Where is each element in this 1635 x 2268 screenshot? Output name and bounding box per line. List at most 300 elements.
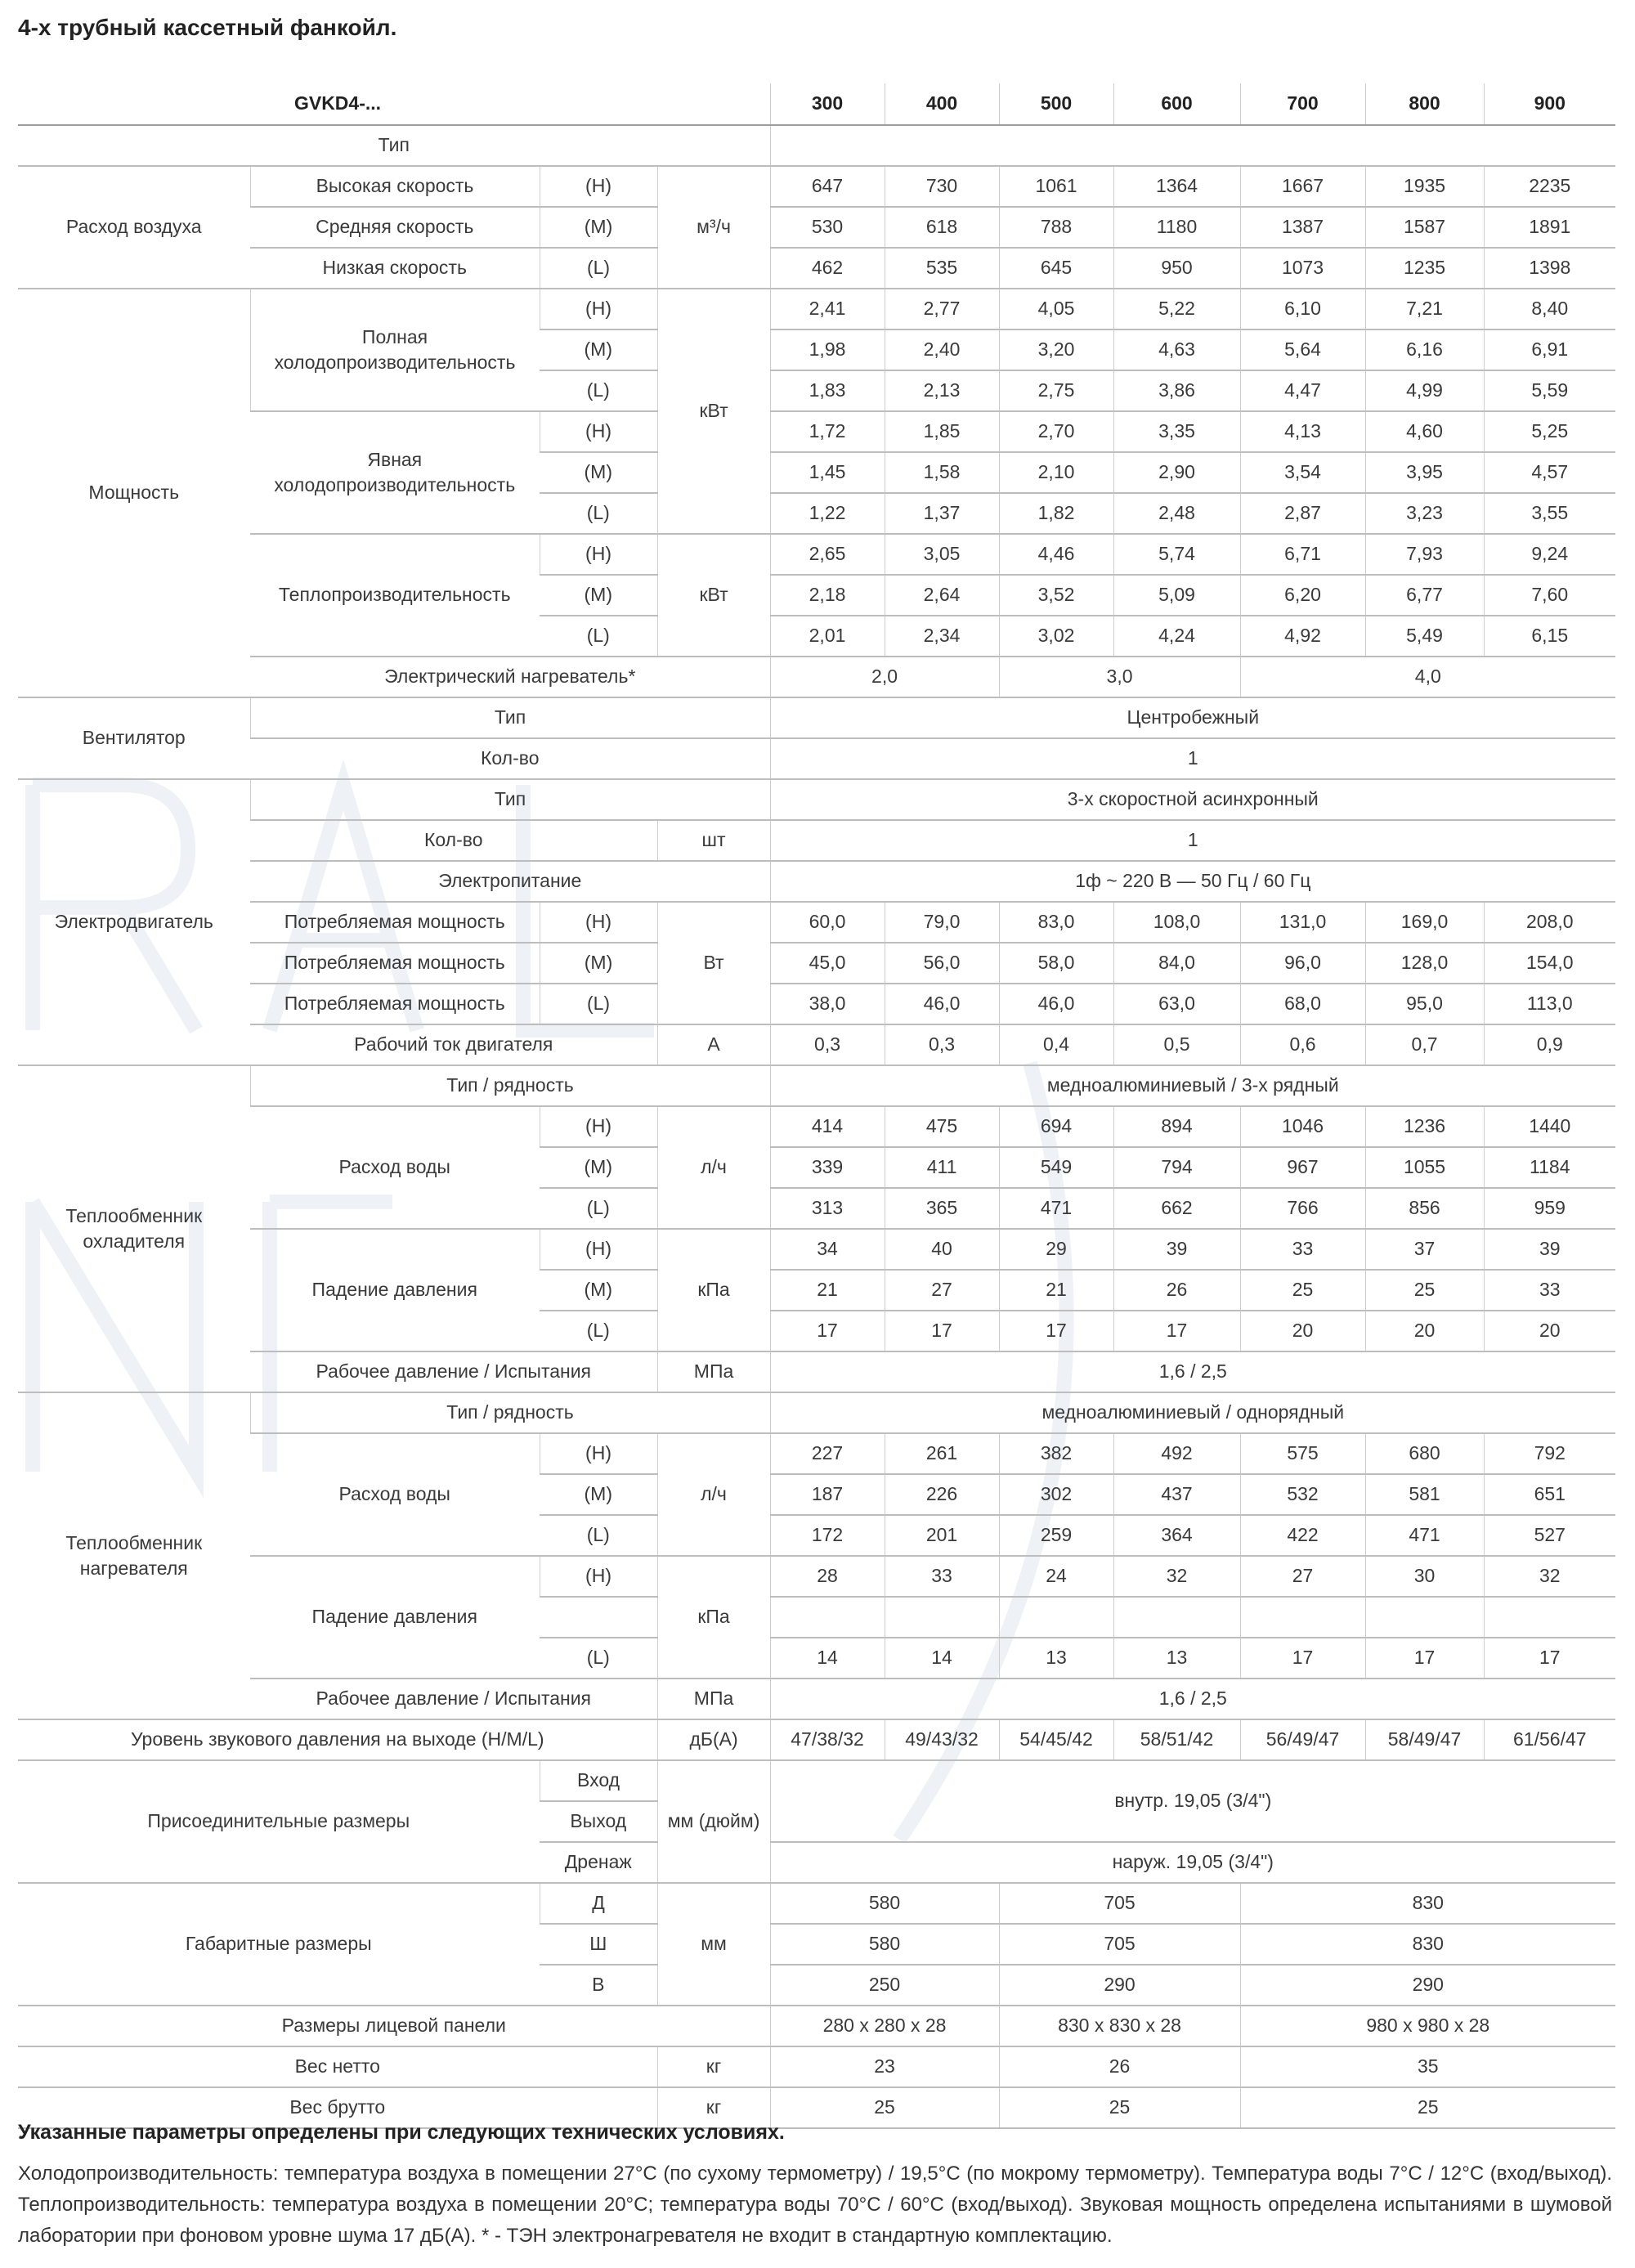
cell: 95,0 <box>1365 984 1484 1024</box>
table-row <box>18 1065 1615 1106</box>
cell: 17 <box>885 1311 999 1351</box>
row-label: Размеры лицевой панели <box>18 2006 770 2046</box>
cell: 680 <box>1365 1433 1484 1474</box>
mode-label: (M) <box>540 1474 657 1515</box>
row-label: Низкая скорость <box>250 248 540 289</box>
row-label: Потребляемая мощность <box>250 943 540 984</box>
cell: 462 <box>770 248 885 289</box>
cell: 63,0 <box>1113 984 1240 1024</box>
table-row <box>18 534 1615 575</box>
row-label: Рабочий ток двигателя <box>250 1024 657 1065</box>
table-row <box>18 1760 1615 1801</box>
cell: 17 <box>1240 1638 1365 1679</box>
cell: 532 <box>1240 1474 1365 1515</box>
cell: 471 <box>1365 1515 1484 1556</box>
cell: 2235 <box>1484 166 1615 207</box>
mode-label: Ш <box>540 1924 657 1965</box>
cell: 13 <box>999 1638 1113 1679</box>
cell: 6,15 <box>1484 616 1615 657</box>
cell: 39 <box>1484 1229 1615 1270</box>
cell: 5,74 <box>1113 534 1240 575</box>
row-label: Высокая скорость <box>250 166 540 207</box>
cell: 0,6 <box>1240 1024 1365 1065</box>
cell: 3,35 <box>1113 411 1240 452</box>
cell: 1587 <box>1365 207 1484 248</box>
cell: 3,23 <box>1365 493 1484 534</box>
cell <box>1365 1597 1484 1638</box>
table-row <box>18 1433 1615 1474</box>
cell: 1055 <box>1365 1147 1484 1188</box>
cell: 2,48 <box>1113 493 1240 534</box>
cell: 25 <box>1240 1270 1365 1311</box>
cell: 1,37 <box>885 493 999 534</box>
cell: 17 <box>1113 1311 1240 1351</box>
table-row <box>18 943 1615 984</box>
cell: 0,3 <box>885 1024 999 1065</box>
cell: 1,98 <box>770 329 885 370</box>
cell: 28 <box>770 1556 885 1597</box>
cell: 33 <box>1484 1270 1615 1311</box>
cell: 47/38/32 <box>770 1719 885 1760</box>
cell: 40 <box>885 1229 999 1270</box>
cell: 730 <box>885 166 999 207</box>
cell: 79,0 <box>885 902 999 943</box>
cell: 84,0 <box>1113 943 1240 984</box>
cell: 4,60 <box>1365 411 1484 452</box>
cell: 0,9 <box>1484 1024 1615 1065</box>
cell: 259 <box>999 1515 1113 1556</box>
mode-label: (L) <box>540 1638 657 1679</box>
cell: 25 <box>999 2087 1240 2128</box>
unit-label: кг <box>657 2046 770 2087</box>
group-label-line: Теплообменник <box>65 1531 203 1553</box>
cell: 14 <box>885 1638 999 1679</box>
cell <box>770 1597 885 1638</box>
cell: 830 <box>1240 1883 1615 1924</box>
cell: 575 <box>1240 1433 1365 1474</box>
cell: 5,49 <box>1365 616 1484 657</box>
cell: 3,02 <box>999 616 1113 657</box>
mode-label: (H) <box>540 1433 657 1474</box>
group-label-line: Теплообменник <box>65 1204 203 1226</box>
cell: 17 <box>1365 1638 1484 1679</box>
mode-label: (L) <box>540 1515 657 1556</box>
cell: 8,40 <box>1484 289 1615 329</box>
cell: 647 <box>770 166 885 207</box>
cell: 1,45 <box>770 452 885 493</box>
mode-label: (L) <box>540 1188 657 1229</box>
cell: 894 <box>1113 1106 1240 1147</box>
row-label: Электропитание <box>250 861 770 902</box>
cell: 290 <box>1240 1965 1615 2006</box>
mode-label: (H) <box>540 1106 657 1147</box>
cell: 1364 <box>1113 166 1240 207</box>
cell: наруж. 19,05 (3/4") <box>770 1842 1615 1883</box>
cell: 13 <box>1113 1638 1240 1679</box>
unit-label: Вт <box>657 902 770 1024</box>
cell: 17 <box>770 1311 885 1351</box>
cell: 201 <box>885 1515 999 1556</box>
row-label: Потребляемая мощность <box>250 984 540 1024</box>
table-row <box>18 861 1615 902</box>
mode-label: (L) <box>540 493 657 534</box>
cell: 4,24 <box>1113 616 1240 657</box>
unit-label: дБ(A) <box>657 1719 770 1760</box>
cell: 437 <box>1113 1474 1240 1515</box>
cell: 1,83 <box>770 370 885 411</box>
cell: 3-х скоростной асинхронный <box>770 779 1615 820</box>
table-row <box>18 289 1615 329</box>
cell: 17 <box>999 1311 1113 1351</box>
table-row <box>18 1556 1615 1597</box>
cell: 4,63 <box>1113 329 1240 370</box>
cell: 411 <box>885 1147 999 1188</box>
cell: 794 <box>1113 1147 1240 1188</box>
cell: 1184 <box>1484 1147 1615 1188</box>
cell: 3,54 <box>1240 452 1365 493</box>
mode-label: (H) <box>540 166 657 207</box>
cell: 0,5 <box>1113 1024 1240 1065</box>
table-row <box>18 820 1615 861</box>
cell: 3,95 <box>1365 452 1484 493</box>
cell: 1891 <box>1484 207 1615 248</box>
table-row <box>18 1229 1615 1270</box>
table-row <box>18 1351 1615 1392</box>
table-row <box>18 166 1615 207</box>
cell: 580 <box>770 1883 999 1924</box>
cell: 1,58 <box>885 452 999 493</box>
mode-label: (M) <box>540 943 657 984</box>
cell: 1,6 / 2,5 <box>770 1679 1615 1719</box>
cell: 6,20 <box>1240 575 1365 616</box>
cell: 108,0 <box>1113 902 1240 943</box>
cell: 32 <box>1113 1556 1240 1597</box>
group-label: Расход воздуха <box>18 166 250 289</box>
cell: 27 <box>1240 1556 1365 1597</box>
type-value <box>770 125 1615 166</box>
table-row <box>18 2046 1615 2087</box>
cell: 58,0 <box>999 943 1113 984</box>
row-label: Электрический нагреватель* <box>250 657 770 697</box>
cell: 302 <box>999 1474 1113 1515</box>
cell: 96,0 <box>1240 943 1365 984</box>
group-label: Мощность <box>18 289 250 697</box>
table-row <box>18 657 1615 697</box>
cell: 30 <box>1365 1556 1484 1597</box>
unit-label: мм <box>657 1883 770 2006</box>
cell: 4,92 <box>1240 616 1365 657</box>
cell: 46,0 <box>999 984 1113 1024</box>
cell: 2,13 <box>885 370 999 411</box>
cell: 60,0 <box>770 902 885 943</box>
cell: 169,0 <box>1365 902 1484 943</box>
cell: 1061 <box>999 166 1113 207</box>
cell: 7,21 <box>1365 289 1484 329</box>
model-header: 900 <box>1484 83 1615 125</box>
cell: 1,6 / 2,5 <box>770 1351 1615 1392</box>
cell: 68,0 <box>1240 984 1365 1024</box>
unit-label: л/ч <box>657 1106 770 1229</box>
unit-label: кВт <box>657 289 770 534</box>
cell: 618 <box>885 207 999 248</box>
cell: 2,10 <box>999 452 1113 493</box>
model-header: 400 <box>885 83 999 125</box>
cell: 4,46 <box>999 534 1113 575</box>
model-header: 700 <box>1240 83 1365 125</box>
cell: 3,52 <box>999 575 1113 616</box>
cell: 980 x 980 x 28 <box>1240 2006 1615 2046</box>
spec-table <box>18 83 1615 2129</box>
cell: 2,87 <box>1240 493 1365 534</box>
cell: 227 <box>770 1433 885 1474</box>
mode-label <box>540 1597 657 1638</box>
cell: 2,75 <box>999 370 1113 411</box>
cell: 23 <box>770 2046 999 2087</box>
header-spacer <box>657 83 770 125</box>
table-row <box>18 248 1615 289</box>
cell: 3,05 <box>885 534 999 575</box>
cell: 21 <box>999 1270 1113 1311</box>
cell: 4,05 <box>999 289 1113 329</box>
cell: 1667 <box>1240 166 1365 207</box>
row-label: Рабочее давление / Испытания <box>250 1679 657 1719</box>
cell: 422 <box>1240 1515 1365 1556</box>
row-label: Падение давления <box>250 1556 540 1679</box>
cell: 21 <box>770 1270 885 1311</box>
cell: 27 <box>885 1270 999 1311</box>
cell: 9,24 <box>1484 534 1615 575</box>
cell: 694 <box>999 1106 1113 1147</box>
cell: 280 x 280 x 28 <box>770 2006 999 2046</box>
mode-label: (H) <box>540 534 657 575</box>
mode-label: (L) <box>540 616 657 657</box>
cell: 5,59 <box>1484 370 1615 411</box>
cell: 34 <box>770 1229 885 1270</box>
mode-label: (H) <box>540 411 657 452</box>
model-header: 600 <box>1113 83 1240 125</box>
row-label: Рабочее давление / Испытания <box>250 1351 657 1392</box>
table-row <box>18 1106 1615 1147</box>
mode-label: Дренаж <box>540 1842 657 1883</box>
row-label: Тип <box>250 697 770 738</box>
row-label: Присоединительные размеры <box>18 1760 540 1883</box>
cell: 0,4 <box>999 1024 1113 1065</box>
cell: 549 <box>999 1147 1113 1188</box>
cell: 6,77 <box>1365 575 1484 616</box>
cell: 1,22 <box>770 493 885 534</box>
cell <box>999 1597 1113 1638</box>
cell: 1073 <box>1240 248 1365 289</box>
cell: 3,20 <box>999 329 1113 370</box>
mode-label: (L) <box>540 370 657 411</box>
unit-label: МПа <box>657 1679 770 1719</box>
row-label: Вес брутто <box>18 2087 657 2128</box>
cell: 6,71 <box>1240 534 1365 575</box>
cell: 49/43/32 <box>885 1719 999 1760</box>
row-label: Тип <box>250 779 770 820</box>
cell: 25 <box>1240 2087 1615 2128</box>
unit-label: кПа <box>657 1556 770 1679</box>
table-row <box>18 125 1615 166</box>
type-label: Тип <box>18 125 770 166</box>
row-label: Потребляемая мощность <box>250 902 540 943</box>
cell <box>1484 1597 1615 1638</box>
cell: 1398 <box>1484 248 1615 289</box>
cell: 32 <box>1484 1556 1615 1597</box>
cell: 226 <box>885 1474 999 1515</box>
table-header-row <box>18 83 1615 125</box>
unit-label: кг <box>657 2087 770 2128</box>
cell: 950 <box>1113 248 1240 289</box>
cell: 2,34 <box>885 616 999 657</box>
mode-label: (H) <box>540 1229 657 1270</box>
cell: 967 <box>1240 1147 1365 1188</box>
cell: 4,47 <box>1240 370 1365 411</box>
mode-label: (L) <box>540 1311 657 1351</box>
cell: 38,0 <box>770 984 885 1024</box>
cell: 856 <box>1365 1188 1484 1229</box>
table-row <box>18 902 1615 943</box>
cell: 1,85 <box>885 411 999 452</box>
cell: 6,91 <box>1484 329 1615 370</box>
cell: 535 <box>885 248 999 289</box>
cell: 705 <box>999 1883 1240 1924</box>
cell: 26 <box>999 2046 1240 2087</box>
cell: 1440 <box>1484 1106 1615 1147</box>
model-header: 500 <box>999 83 1113 125</box>
mode-label: (M) <box>540 207 657 248</box>
model-header: 800 <box>1365 83 1484 125</box>
row-label: Расход воды <box>250 1433 540 1556</box>
cell: 959 <box>1484 1188 1615 1229</box>
group-label-line: охладителя <box>83 1230 186 1252</box>
cell: 7,60 <box>1484 575 1615 616</box>
cell: 128,0 <box>1365 943 1484 984</box>
cell: 20 <box>1365 1311 1484 1351</box>
cell: 14 <box>770 1638 885 1679</box>
unit-label: кВт <box>657 534 770 657</box>
cell: 131,0 <box>1240 902 1365 943</box>
mode-label: (M) <box>540 329 657 370</box>
table-row <box>18 1719 1615 1760</box>
cell: 17 <box>1484 1638 1615 1679</box>
cell: 172 <box>770 1515 885 1556</box>
cell: 6,16 <box>1365 329 1484 370</box>
cell: 154,0 <box>1484 943 1615 984</box>
mode-label: (L) <box>540 248 657 289</box>
cell: 113,0 <box>1484 984 1615 1024</box>
cell: 54/45/42 <box>999 1719 1113 1760</box>
row-label: Уровень звукового давления на выходе (H/M/L) <box>18 1719 657 1760</box>
group-label: Электродвигатель <box>18 779 250 1065</box>
notes-text: Холодопроизводительность: температура воздуха в помещении 27°С (по сухому термометру) / 19,5°С (по мокрому термометру). Температура воды 7°С / 12°С (вход/выход). Теплопроизводительность: температура воздуха в помещении 20°С; температура воды 70°С / 60°С (вход/выход). Звуковая мощность определена испытаниями в шумовой лаборатории при фоновом уровне шума 17 дБ(А). * - ТЭН электронагревателя не входит в стандартную комплектацию. <box>18 2163 1612 2247</box>
cell: 580 <box>770 1924 999 1965</box>
cell: 261 <box>885 1433 999 1474</box>
table-row <box>18 2006 1615 2046</box>
cell: 662 <box>1113 1188 1240 1229</box>
table-row <box>18 984 1615 1024</box>
cell: 364 <box>1113 1515 1240 1556</box>
cell: 792 <box>1484 1433 1615 1474</box>
unit-label: МПа <box>657 1351 770 1392</box>
cell: 290 <box>999 1965 1240 2006</box>
cell <box>1113 1597 1240 1638</box>
mode-label: (L) <box>540 984 657 1024</box>
unit-label: шт <box>657 820 770 861</box>
cell: 187 <box>770 1474 885 1515</box>
row-label: Тип / рядность <box>250 1065 770 1106</box>
cell: 61/56/47 <box>1484 1719 1615 1760</box>
row-label: Средняя скорость <box>250 207 540 248</box>
cell: 0,3 <box>770 1024 885 1065</box>
table-row <box>18 411 1615 452</box>
cell: 2,90 <box>1113 452 1240 493</box>
mode-label: (M) <box>540 575 657 616</box>
mode-label: В <box>540 1965 657 2006</box>
cell: 33 <box>885 1556 999 1597</box>
mode-label: (M) <box>540 1270 657 1311</box>
cell: 382 <box>999 1433 1113 1474</box>
unit-label: кПа <box>657 1229 770 1351</box>
cell: 1046 <box>1240 1106 1365 1147</box>
cell: 25 <box>1365 1270 1484 1311</box>
unit-label: мм (дюйм) <box>657 1760 770 1883</box>
cell: 414 <box>770 1106 885 1147</box>
cell: 5,22 <box>1113 289 1240 329</box>
unit-label: л/ч <box>657 1433 770 1556</box>
cell: 4,13 <box>1240 411 1365 452</box>
cell: 7,93 <box>1365 534 1484 575</box>
cell: 651 <box>1484 1474 1615 1515</box>
cell: 1236 <box>1365 1106 1484 1147</box>
table-row <box>18 1679 1615 1719</box>
cell: Центробежный <box>770 697 1615 738</box>
cell <box>1240 1597 1365 1638</box>
cell: 766 <box>1240 1188 1365 1229</box>
cell: 208,0 <box>1484 902 1615 943</box>
cell: 56/49/47 <box>1240 1719 1365 1760</box>
cell: 250 <box>770 1965 999 2006</box>
cell: 0,7 <box>1365 1024 1484 1065</box>
cell: медноалюминиевый / однорядный <box>770 1392 1615 1433</box>
cell: 2,64 <box>885 575 999 616</box>
cell: 313 <box>770 1188 885 1229</box>
mode-label: (M) <box>540 452 657 493</box>
cell: 3,86 <box>1113 370 1240 411</box>
mode-label: Д <box>540 1883 657 1924</box>
cell: 1 <box>770 820 1615 861</box>
row-label: Кол-во <box>250 738 770 779</box>
mode-label: Выход <box>540 1801 657 1842</box>
group-label <box>18 1065 250 1392</box>
cell: 5,09 <box>1113 575 1240 616</box>
cell: 705 <box>999 1924 1240 1965</box>
cell: 492 <box>1113 1433 1240 1474</box>
table-row <box>18 779 1615 820</box>
model-label: GVKD4-... <box>18 83 657 125</box>
cell: 20 <box>1240 1311 1365 1351</box>
cell: 645 <box>999 248 1113 289</box>
cell: 37 <box>1365 1229 1484 1270</box>
row-label: Вес нетто <box>18 2046 657 2087</box>
table-row <box>18 1392 1615 1433</box>
table-row <box>18 738 1615 779</box>
cell: 6,10 <box>1240 289 1365 329</box>
cell: 530 <box>770 207 885 248</box>
mode-label: (H) <box>540 289 657 329</box>
page-title: 4-х трубный кассетный фанкойл. <box>18 15 397 40</box>
table-row <box>18 207 1615 248</box>
